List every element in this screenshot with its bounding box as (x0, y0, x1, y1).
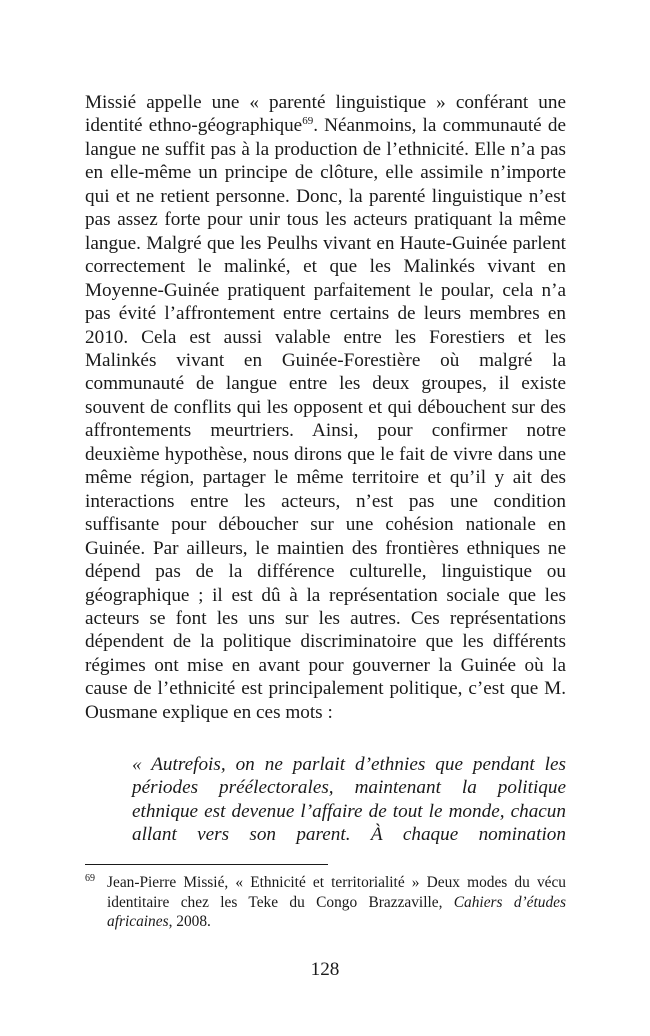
footnote-text: Jean-Pierre Missié, « Ethnicité et territorialité » Deux modes du vécu identitaire chez les Teke du Congo Brazzaville, (107, 874, 566, 911)
body-text-start: Missié appelle une « parenté linguistique » conférant une identité ethno-géographique (85, 92, 566, 137)
body-paragraph (85, 91, 566, 724)
block-quote: « Autrefois, on ne parlait d’ethnies que pendant les périodes préélectorales, maintenant la politique ethnique est devenue l’affaire de tout le monde, chacun allant vers son parent. À chaque nomination (132, 754, 566, 846)
footnote-divider (85, 864, 328, 865)
page-number: 128 (310, 959, 340, 980)
footnote-source-title: Cahiers d’études africaines (107, 893, 566, 931)
footnote-number: 69 (85, 873, 95, 884)
body-text-rest: . Néanmoins, la communauté de langue ne suffit pas à la production de l’ethnicité. Elle n’a pas en elle-même un principe de clôture, elle assimile n’importe qui et ne retient personne. Donc, la parenté linguistique n’est pas assez forte pour unir tous les acteurs pratiquant la même langue. Malgré que les Peulhs vivant en Haute-Guinée parlent correctement le malinké, et que les Malinkés vivant en Moyenne-Guinée pratiquent parfaitement le poular, cela n’a pas évité l’affrontement entre certains de leurs membres en 2010. Cela est aussi valable entre les Forestiers et les Malinkés vivant en Guinée-Forestière où malgré la communauté de langue entre les deux groupes, il existe souvent de conflits qui les opposent et qui débouchent sur des affrontements meurtriers. Ainsi, pour confirmer notre deuxième hypothèse, nous dirons que le fait de vivre dans une même région, partager le même territoire et qu’il y ait des interactions entre les acteurs, n’est pas une condition suffisante pour déboucher sur une cohésion nationale en Guinée. Par ailleurs, le maintien des frontières ethniques ne dépend pas de la différence culturelle, linguistique ou géographique ; il est dû à la représentation sociale que les acteurs se font les uns sur les autres. Ces représentations dépendent de la politique discriminatoire que les différents régimes ont mise en avant pour gouverner la Guinée où la cause de l’ethnicité est principalement politique, c’est que M. Ousmane explique en ces mots : (85, 115, 566, 723)
footnote-year: , 2008. (168, 913, 211, 931)
footnote-reference[interactable]: 69 (302, 115, 314, 128)
footnote (85, 873, 566, 932)
